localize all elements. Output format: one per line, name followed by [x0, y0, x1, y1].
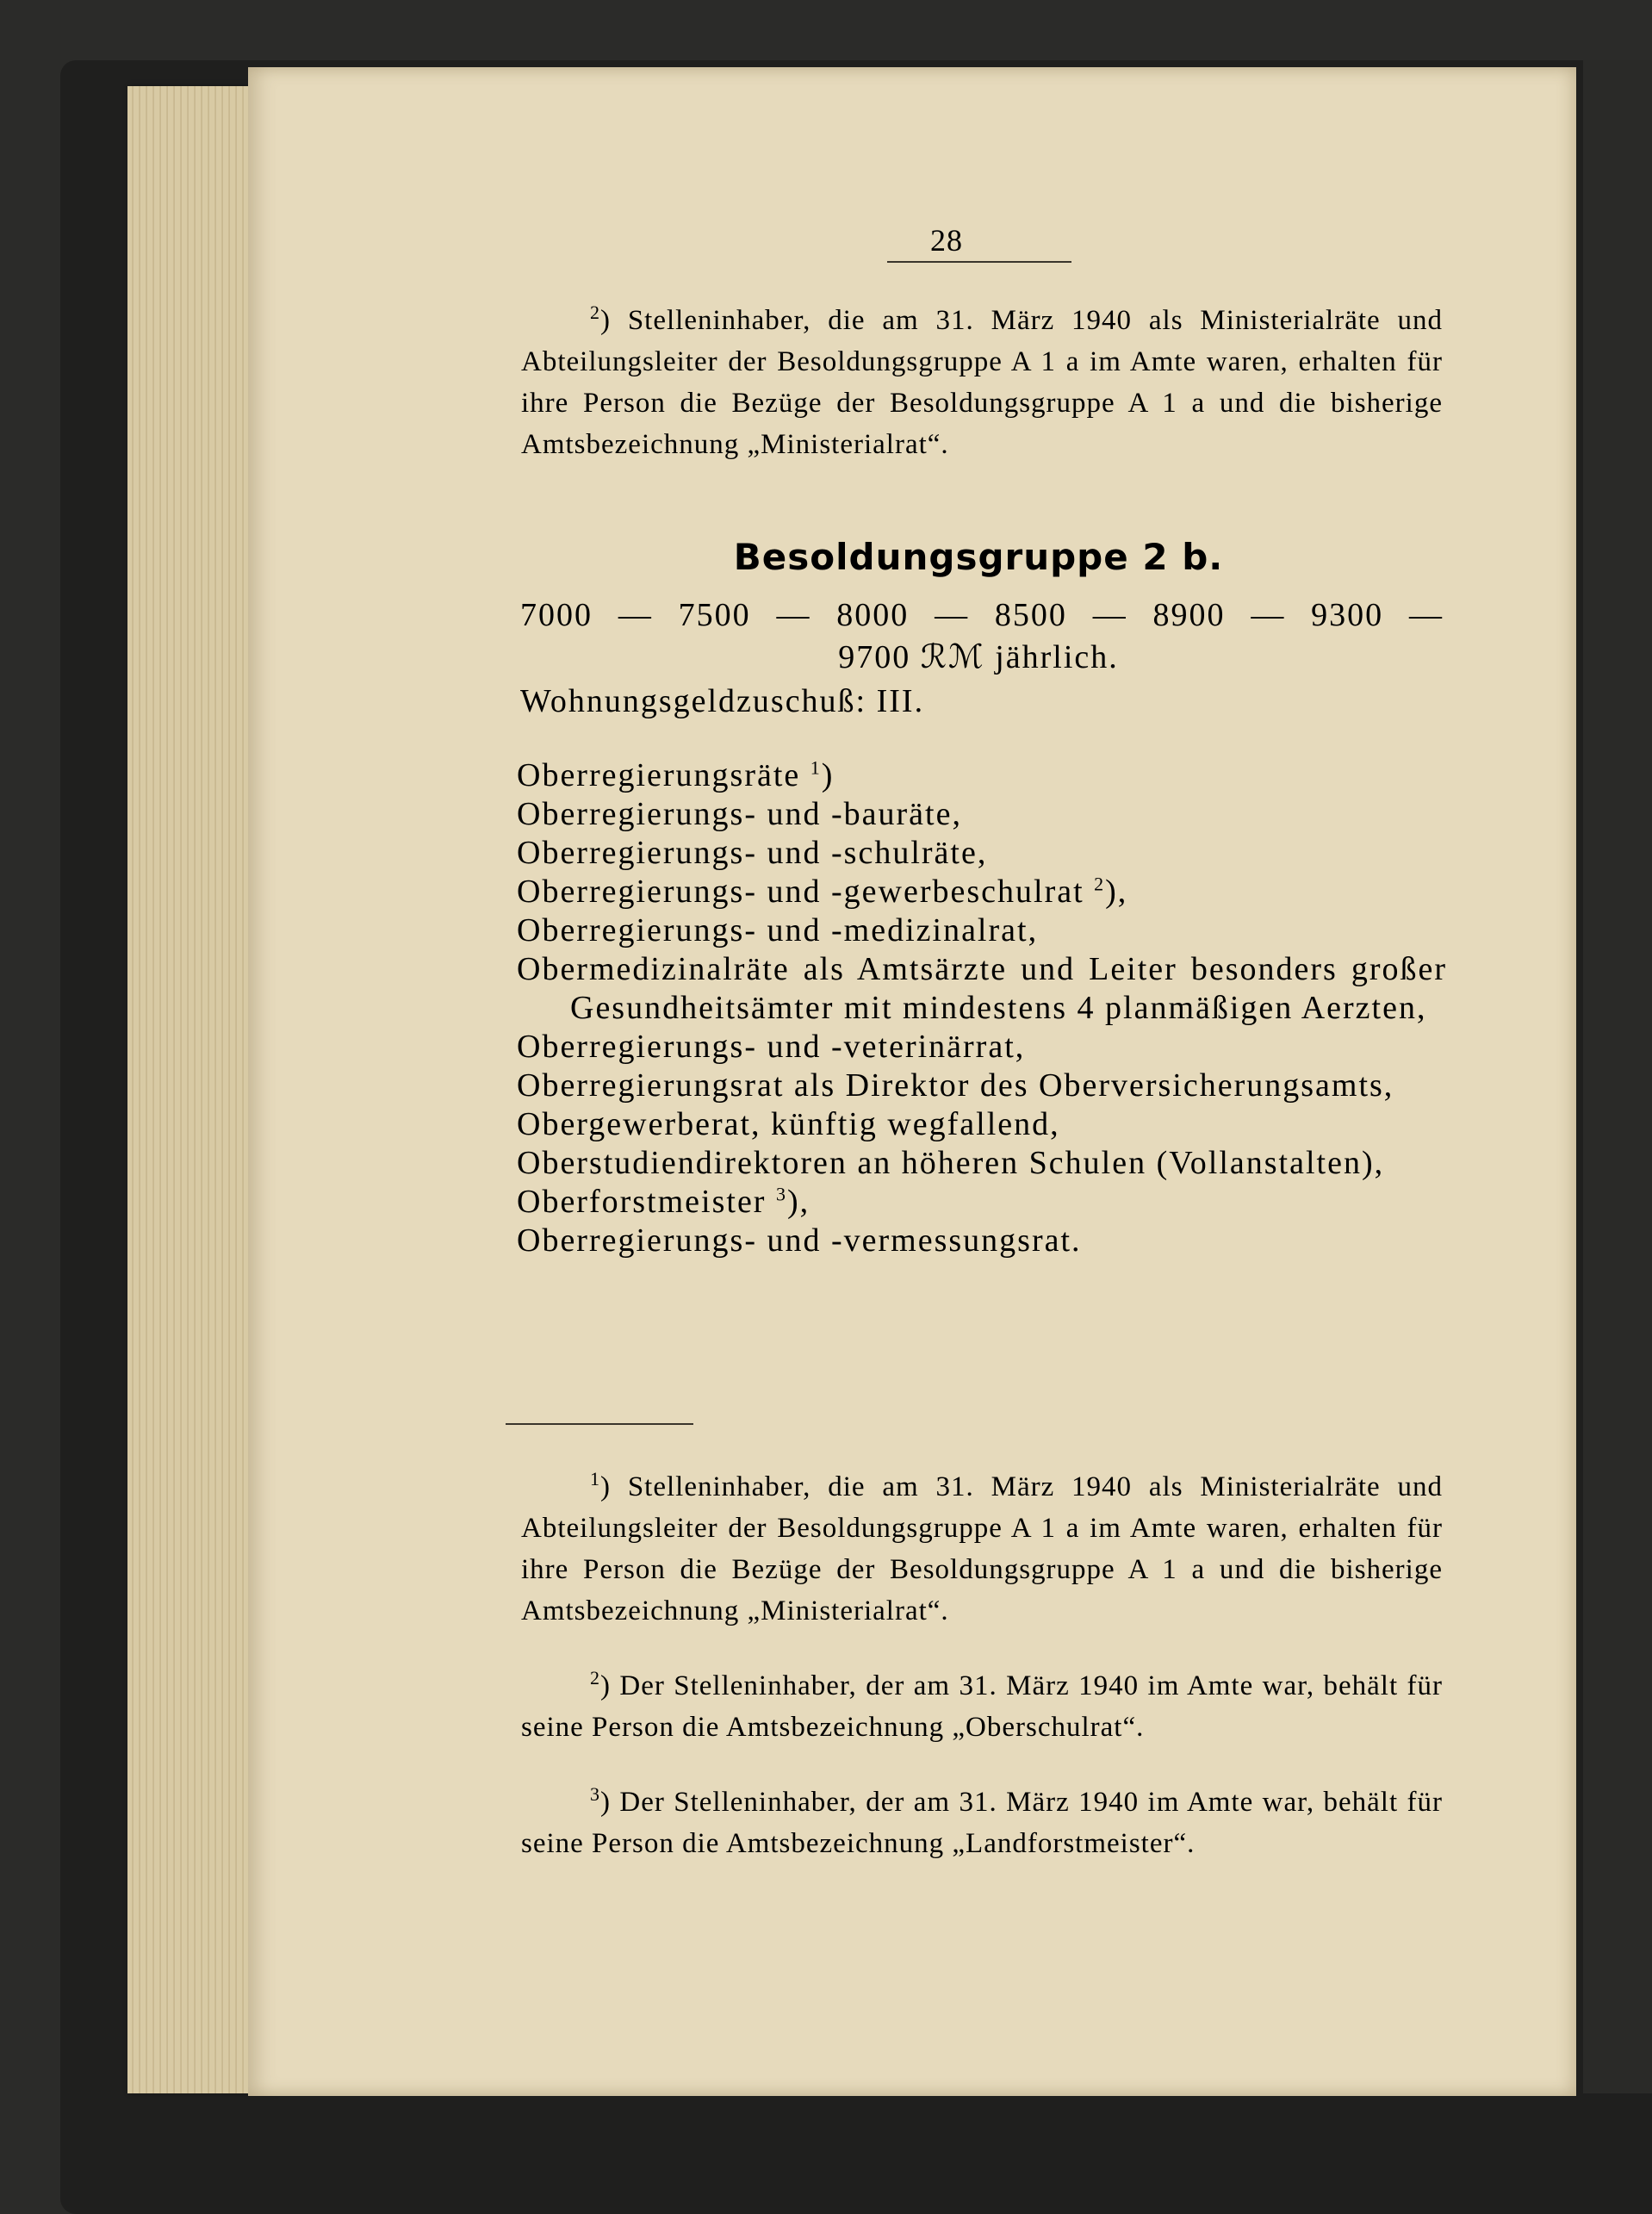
list-item: Oberregierungs- und -schulräte, [517, 835, 988, 871]
page-number: 28 [930, 223, 963, 258]
list-item: Obergewerberat, künftig wegfallend, [517, 1106, 1060, 1142]
list-item: Oberregierungs- und -medizinalrat, [517, 912, 1039, 948]
footnote-separator [506, 1423, 693, 1425]
list-item: Oberregierungs- und -gewerbeschulrat $^2$), [517, 873, 1128, 910]
list-item: Oberregierungs- und -veterinärrat, [517, 1029, 1026, 1065]
binding-edge [1583, 60, 1652, 2093]
salary-scale-line-1: 7000 — 7500 — 8000 — 8500 — 8900 — 9300 — [520, 597, 1444, 633]
list-item: Oberregierungs- und -bauräte, [517, 796, 962, 832]
list-item: Oberforstmeister $^3$), [517, 1183, 810, 1220]
list-item: Obermedizinalräte als Amtsärzte und Leiter besonders großer Gesundheitsämter mit mindestens 4 planmäßigen Aerzten, [517, 951, 1447, 1026]
footnote-2: $^2$) Der Stelleninhaber, der am 31. März 1940 im Amte war, behält für seine Person die Amtsbezeichnung „Oberschulrat“. [521, 1667, 1443, 1743]
top-footnote [521, 300, 1443, 465]
list-item: Oberstudiendirektoren an höheren Schulen (Vollanstalten), [517, 1145, 1385, 1181]
footnote-3: $^3$) Der Stelleninhaber, der am 31. März 1940 im Amte war, behält für seine Person die Amtsbezeichnung „Landforstmeister“. [521, 1783, 1443, 1859]
footnote-1: $^1$) Stelleninhaber, die am 31. März 1940 als Ministerialräte und Abteilungsleiter der Besoldungsgruppe A 1 a im Amte waren, erhalten für ihre Person die Bezüge der Besoldungsgruppe A 1 a und die bisherige Amtsbezeichnung „Ministerialrat“. [521, 1468, 1443, 1626]
list-item: Oberregierungsräte $^1$) [517, 756, 835, 793]
salary-scale-line-2: 9700 ℛℳ jährlich. [838, 639, 1119, 675]
section-heading: Besoldungsgruppe 2 b. [733, 536, 1224, 578]
list-item: Oberregierungsrat als Direktor des Oberversicherungsamts, [517, 1067, 1394, 1104]
housing-allowance: Wohnungsgeldzuschuß: III. [520, 683, 925, 719]
footnote-text: ) Stelleninhaber, die am 31. März 1940 als Ministerialräte und Abteilungsleiter der Besoldungsgruppe A 1 a im Amte waren, erhalten für ihre Person die Bezüge der Besoldungsgruppe A 1 a und die bisherige Amtsbezeichnung „Ministerialrat“. [521, 305, 1443, 460]
position-list [517, 756, 1447, 1260]
page-number-rule [887, 261, 1071, 263]
list-item: Oberregierungs- und -vermessungsrat. [517, 1222, 1082, 1259]
footnote-marker: 2 [590, 302, 600, 323]
